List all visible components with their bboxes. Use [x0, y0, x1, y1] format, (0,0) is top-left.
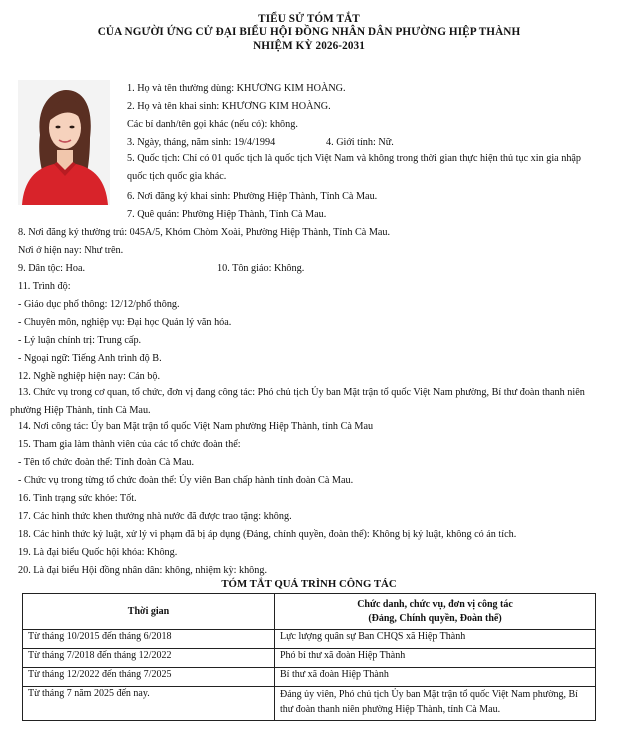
bio-birth-registration: 6. Nơi đăng ký khai sinh: Phường Hiệp Thành, Tỉnh Cà Mau.	[127, 191, 378, 202]
portrait-photo	[18, 80, 110, 205]
bio-awards: 17. Các hình thức khen thưởng nhà nước đã được trao tặng: không.	[18, 511, 292, 522]
bio-organization-name: - Tên tổ chức đoàn thể: Tỉnh đoàn Cà Mau.	[18, 457, 195, 468]
table-header-row	[23, 594, 596, 630]
bio-general-education: - Giáo dục phổ thông: 12/12/phổ thông.	[18, 299, 180, 310]
row-time: Từ tháng 7/2018 đến tháng 12/2022	[23, 649, 275, 668]
bio-gender: 4. Giới tính: Nữ.	[326, 137, 394, 148]
row-time: Từ tháng 12/2022 đến tháng 7/2025	[23, 668, 275, 687]
bio-religion: 10. Tôn giáo: Không.	[217, 263, 305, 274]
portrait-illustration	[18, 80, 110, 205]
table-row	[23, 630, 596, 649]
bio-qualifications: 11. Trình độ:	[18, 281, 71, 292]
bio-aliases: Các bí danh/tên gọi khác (nếu có): không.	[127, 119, 298, 130]
row-role: Đảng ủy viên, Phó chủ tịch Ủy ban Mặt trận tổ quốc Việt Nam phường, Bí thư đoàn thanh niên phường Hiệp Thành, tỉnh Cà Mau.	[275, 687, 596, 721]
table-row	[23, 649, 596, 668]
bio-nationality: 5. Quốc tịch: Chỉ có 01 quốc tịch là quốc tịch Việt Nam và không trong thời gian thực hiện thủ tục xin gia nhập quốc tịch quốc gia khác.	[127, 153, 582, 182]
bio-workplace: 14. Nơi công tác: Ủy ban Mặt trận tổ quốc Việt Nam phường Hiệp Thành, tỉnh Cà Mau	[18, 421, 374, 432]
header-role-line2: (Đảng, Chính quyền, Đoàn thể)	[368, 612, 502, 624]
doc-title: TIỂU SỬ TÓM TẮT	[258, 13, 360, 25]
bio-position: 13. Chức vụ trong cơ quan, tổ chức, đơn vị đang công tác: Phó chủ tịch Ủy ban Mặt trận tổ quốc Việt Nam phường, Bí thư đoàn thanh niên phường Hiệp Thành, tỉnh Cà Mau.	[10, 387, 585, 416]
bio-organization-role: - Chức vụ trong từng tổ chức đoàn thể: Ủy viên Ban chấp hành tỉnh đoàn Cà Mau.	[18, 475, 354, 486]
bio-political-theory: - Lý luận chính trị: Trung cấp.	[18, 335, 142, 346]
bio-health: 16. Tình trạng sức khỏe: Tốt.	[18, 493, 137, 504]
doc-term: NHIỆM KỲ 2026-2031	[253, 40, 365, 52]
work-history-title: TÓM TẮT QUÁ TRÌNH CÔNG TÁC	[221, 578, 397, 590]
bio-national-assembly: 19. Là đại biểu Quốc hội khóa: Không.	[18, 547, 178, 558]
bio-organizations: 15. Tham gia làm thành viên của các tổ chức đoàn thể:	[18, 439, 241, 450]
doc-subtitle: CỦA NGƯỜI ỨNG CỬ ĐẠI BIỂU HỘI ĐỒNG NHÂN DÂN PHƯỜNG HIỆP THÀNH	[97, 26, 521, 38]
work-history-table	[22, 593, 596, 721]
bio-birth-date: 3. Ngày, tháng, năm sinh: 19/4/1994	[127, 137, 276, 148]
bio-foreign-language: - Ngoại ngữ: Tiếng Anh trình độ B.	[18, 353, 162, 364]
bio-common-name: 1. Họ và tên thường dùng: KHƯƠNG KIM HOÀNG.	[127, 83, 346, 94]
bio-specialization: - Chuyên môn, nghiệp vụ: Đại học Quản lý văn hóa.	[18, 317, 232, 328]
bio-hometown: 7. Quê quán: Phường Hiệp Thành, Tỉnh Cà Mau.	[127, 209, 327, 220]
table-row	[23, 687, 596, 721]
row-role: Bí thư xã đoàn Hiệp Thành	[275, 668, 596, 687]
header-role	[275, 594, 596, 630]
bio-ethnicity: 9. Dân tộc: Hoa.	[18, 263, 86, 274]
row-role: Lực lượng quân sự Ban CHQS xã Hiệp Thành	[275, 630, 596, 649]
row-time: Từ tháng 10/2015 đến tháng 6/2018	[23, 630, 275, 649]
row-time: Từ tháng 7 năm 2025 đến nay.	[23, 687, 275, 721]
bio-birth-name: 2. Họ và tên khai sinh: KHƯƠNG KIM HOÀNG.	[127, 101, 331, 112]
table-row	[23, 668, 596, 687]
bio-peoples-council: 20. Là đại biểu Hội đồng nhân dân: không, nhiệm kỳ: không.	[18, 565, 267, 576]
bio-occupation: 12. Nghề nghiệp hiện nay: Cán bộ.	[18, 371, 161, 382]
bio-permanent-address: 8. Nơi đăng ký thường trú: 045A/5, Khóm Chòm Xoài, Phường Hiệp Thành, Tỉnh Cà Mau.	[18, 227, 391, 238]
row-role: Phó bí thư xã đoàn Hiệp Thành	[275, 649, 596, 668]
bio-discipline: 18. Các hình thức kỷ luật, xử lý vi phạm đã bị áp dụng (Đảng, chính quyền, đoàn thể): Không bị kỷ luật, không có án tích.	[18, 529, 517, 540]
bio-current-address: Nơi ở hiện nay: Như trên.	[18, 245, 124, 256]
header-time: Thời gian	[23, 594, 275, 630]
header-role-line1: Chức danh, chức vụ, đơn vị công tác	[357, 598, 513, 610]
